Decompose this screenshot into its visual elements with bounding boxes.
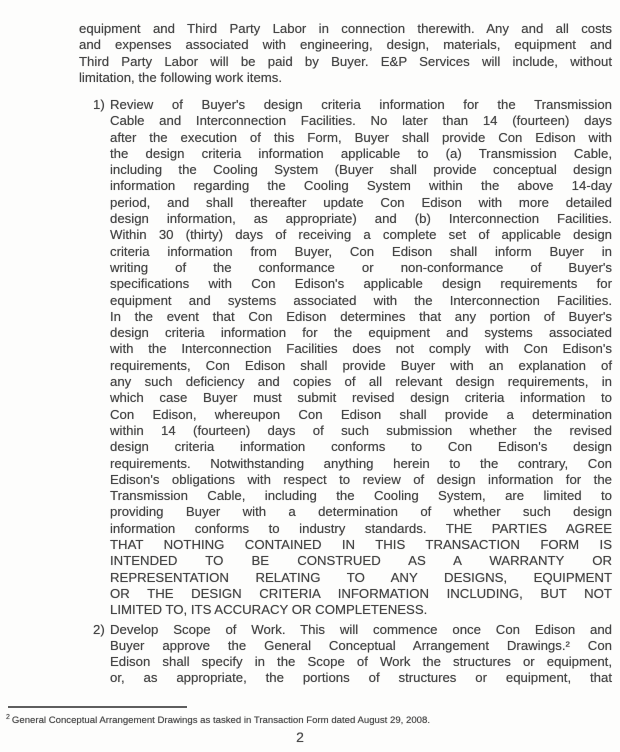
text-line: information regarding the Cooling System within the above 14-day [110, 178, 612, 194]
text-line: INTENDED TO BE CONSTRUED AS A WARRANTY OR [110, 553, 612, 569]
work-item-text [110, 97, 612, 619]
text-line: and expenses associated with engineering, design, materials, equipment and [79, 37, 612, 53]
text-line: design information, as appropriate) and (b) Interconnection Facilities. [110, 211, 612, 227]
text-line: the design criteria information applicable to (a) Transmission Cable, [110, 145, 612, 161]
text-line: Transmission Cable, including the Cooling System, are limited to [110, 488, 612, 504]
text-line: limitation, the following work items. [79, 69, 283, 85]
text-line: writing of the conformance or non-conformance of Buyer's [110, 259, 612, 275]
text-line: which case Buyer must submit revised design criteria information to [110, 390, 612, 406]
page-number: 2 [296, 729, 304, 745]
text-line: Con Edison, whereupon Con Edison shall provide a determination [110, 406, 612, 422]
text-line: Cable and Interconnection Facilities. No later than 14 (fourteen) days [110, 113, 612, 129]
text-line: providing Buyer with a determination of whether such design [110, 504, 612, 520]
text-line: including the Cooling System (Buyer shall provide conceptual design [110, 162, 612, 178]
text-line: THAT NOTHING CONTAINED IN THIS TRANSACTION FORM IS [110, 537, 612, 553]
text-line: period, and shall thereafter update Con Edison with more detailed [110, 194, 612, 210]
work-item-number: 1) [93, 97, 105, 112]
text-line: or, as appropriate, the portions of structures or equipment, that [110, 670, 612, 686]
work-item-number: 2) [93, 621, 105, 637]
text-line: In the event that Con Edison determines that any portion of Buyer's [110, 308, 612, 324]
text-line: REPRESENTATION RELATING TO ANY DESIGNS, EQUIPMENT [110, 569, 612, 585]
footnote-marker: 2 [6, 714, 10, 721]
work-item [93, 622, 612, 687]
text-line: Develop Scope of Work. This will commence once Con Edison and [110, 621, 612, 637]
text-line: requirements. Notwithstanding anything herein to the contrary, Con [110, 455, 612, 471]
text-line: Third Party Labor will be paid by Buyer. E&P Services will include, without [79, 53, 612, 69]
text-line: Review of Buyer's design criteria information for the Transmission [110, 97, 612, 112]
footnote-text: General Conceptual Arrangement Drawings as tasked in Transaction Form dated August 29, 2008. [11, 715, 431, 727]
intro-paragraph [79, 21, 612, 86]
work-item [93, 97, 612, 619]
work-items-list [93, 97, 612, 687]
text-line: information conforms to industry standards. THE PARTIES AGREE [110, 520, 612, 536]
text-line: OR THE DESIGN CRITERIA INFORMATION INCLUDING, BUT NOT [110, 585, 612, 601]
footnote [6, 712, 606, 726]
text-line: design criteria information for the equipment and systems associated [110, 325, 612, 341]
text-line: specifications with Con Edison's applicable design requirements for [110, 276, 612, 292]
text-line: Buyer approve the General Conceptual Arrangement Drawings.² Con [110, 637, 612, 653]
text-line: design criteria information conforms to Con Edison's design [110, 439, 612, 455]
text-line: Edison shall specify in the Scope of Work the structures or equipment, [110, 654, 612, 670]
work-item-text [110, 622, 612, 687]
text-line: after the execution of this Form, Buyer shall provide Con Edison with [110, 129, 612, 145]
text-line: Edison's obligations with respect to review of design information for the [110, 471, 612, 487]
text-line: requirements, Con Edison shall provide Buyer with an explanation of [110, 357, 612, 373]
text-line: equipment and systems associated with the Interconnection Facilities. [110, 292, 612, 308]
footnote-divider [8, 706, 187, 708]
text-line: within 14 (fourteen) days of such submission whether the revised [110, 422, 612, 438]
text-line: LIMITED TO, ITS ACCURACY OR COMPLETENESS. [110, 602, 428, 618]
text-line: criteria information from Buyer, Con Edison shall inform Buyer in [110, 243, 612, 259]
text-line: any such deficiency and copies of all relevant design requirements, in [110, 374, 612, 390]
text-line: equipment and Third Party Labor in connection therewith. Any and all costs [79, 21, 612, 36]
text-line: Within 30 (thirty) days of receiving a complete set of applicable design [110, 227, 612, 243]
text-line: with the Interconnection Facilities does not comply with Con Edison's [110, 341, 612, 357]
